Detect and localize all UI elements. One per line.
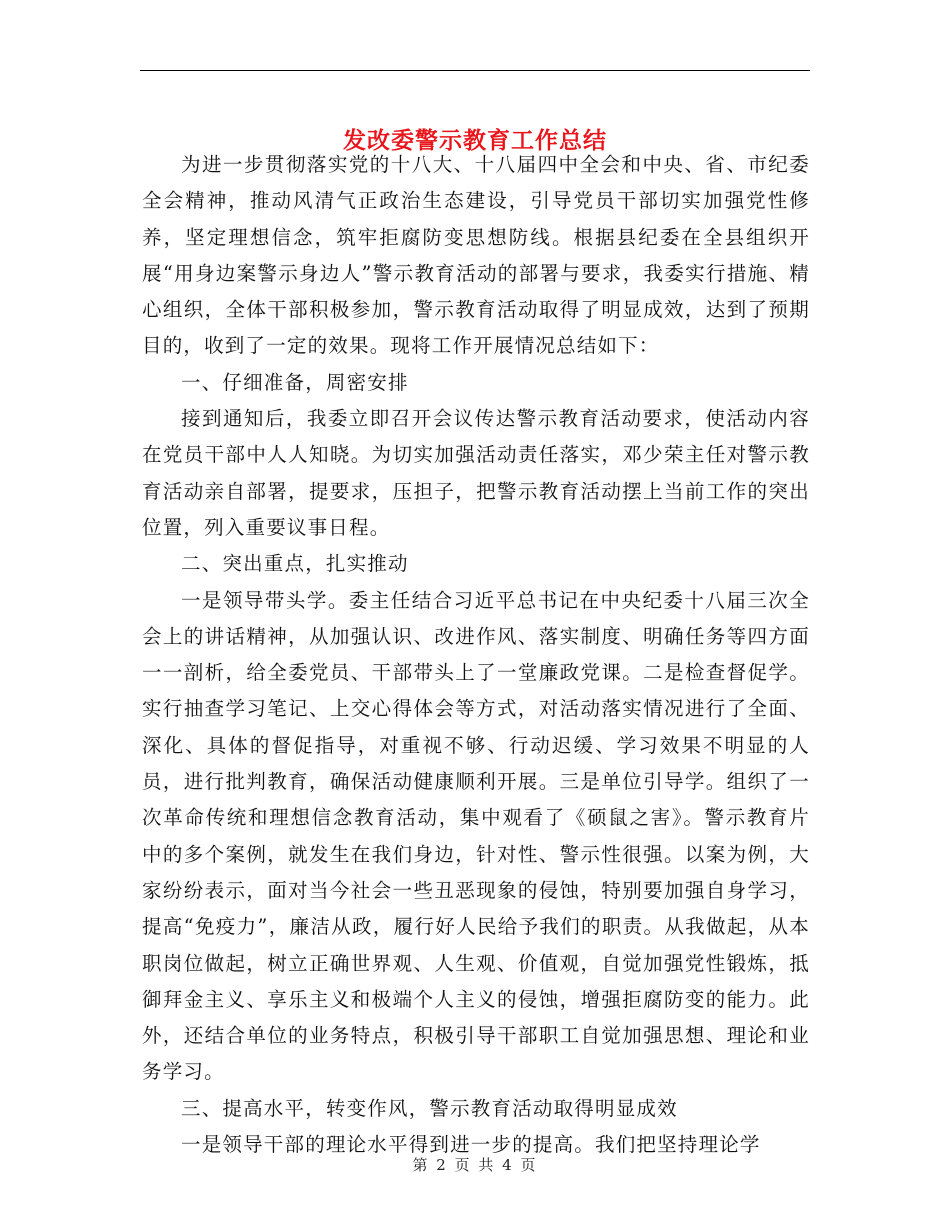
section-2-paragraph: 一是领导带头学。委主任结合习近平总书记在中央纪委十八届三次全会上的讲话精神，从加强认识、改进作风、落实制度、明确任务等四方面一一剖析，给全委党员、干部带头上了一堂廉政党课。二是检查督促学。实行抽查学习笔记、上交心得体会等方式，对活动落实情况进行了全面、深化、具体的督促指导，对重视不够、行动迟缓、学习效果不明显的人员，进行批判教育，确保活动健康顺利开展。三是单位引导学。组织了一次革命传统和理想信念教育活动，集中观看了《硕鼠之害》。警示教育片中的多个案例，就发生在我们身边，针对性、警示性很强。以案为例，大家纷纷表示，面对当今社会一些丑恶现象的侵蚀，特别要加强自身学习，提高“免疫力”，廉洁从政，履行好人民给予我们的职责。从我做起，从本职岗位做起，树立正确世界观、人生观、价值观，自觉加强党性锻炼，抵御拜金主义、享乐主义和极端个人主义的侵蚀，增强拒腐防变的能力。此外，还结合单位的业务特点，积极引导干部职工自觉加强思想、理论和业务学习。 xyxy=(142,588,810,1084)
section-heading-1: 一、仔细准备，周密安排 xyxy=(181,370,409,394)
intro-paragraph: 为进一步贯彻落实党的十八大、十八届四中全会和中央、省、市纪委全会精神，推动风清气正政治生态建设，引导党员干部切实加强党性修养，坚定理想信念，筑牢拒腐防变思想防线。根据县纪委在全县组织开展“用身边案警示身边人”警示教育活动的部署与要求，我委实行措施、精心组织，全体干部积极参加，警示教育活动取得了明显成效，达到了预期目的，收到了一定的效果。现将工作开展情况总结如下： xyxy=(142,153,810,358)
section-1-paragraph: 接到通知后，我委立即召开会议传达警示教育活动要求，使活动内容在党员干部中人人知晓。为切实加强活动责任落实，邓少荣主任对警示教育活动亲自部署，提要求，压担子，把警示教育活动摆上当前工作的突出位置，列入重要议事日程。 xyxy=(142,407,810,539)
document-title: 发改委警示教育工作总结 xyxy=(343,127,607,155)
page-number-footer: 第 2 页 共 4 页 xyxy=(412,1156,538,1174)
document-body xyxy=(142,147,810,1163)
section-heading-3: 三、提高水平，转变作风，警示教育活动取得明显成效 xyxy=(181,1096,678,1120)
header-rule xyxy=(140,70,810,71)
section-heading-2: 二、突出重点，扎实推动 xyxy=(181,552,409,576)
section-3-paragraph: 一是领导干部的理论水平得到进一步的提高。我们把坚持理论学 xyxy=(181,1133,761,1157)
